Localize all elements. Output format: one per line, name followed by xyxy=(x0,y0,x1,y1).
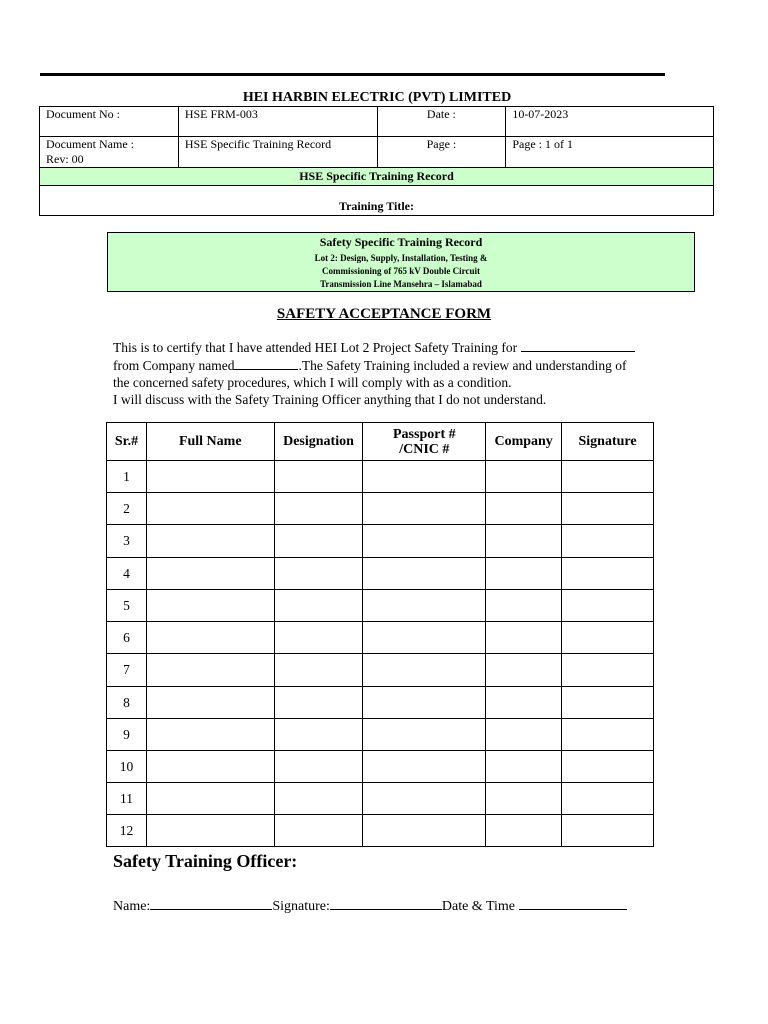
signature-cell[interactable] xyxy=(562,687,654,719)
designation-cell[interactable] xyxy=(274,622,363,654)
passport-cell[interactable] xyxy=(363,493,486,525)
officer-datetime-blank[interactable] xyxy=(519,896,627,910)
signature-cell[interactable] xyxy=(562,719,654,751)
col-header-company: Company xyxy=(486,423,562,461)
full-name-cell[interactable] xyxy=(146,751,274,783)
passport-cell[interactable] xyxy=(363,719,486,751)
signature-cell[interactable] xyxy=(562,815,654,847)
company-cell[interactable] xyxy=(486,687,562,719)
officer-signature-label: Signature: xyxy=(272,899,330,914)
full-name-cell[interactable] xyxy=(146,687,274,719)
signature-cell[interactable] xyxy=(562,590,654,622)
row-number: 12 xyxy=(107,815,147,847)
table-row xyxy=(107,622,654,654)
document-header-table xyxy=(39,106,714,216)
officer-heading: Safety Training Officer: xyxy=(113,851,298,871)
table-row xyxy=(107,815,654,847)
table-row xyxy=(107,461,654,493)
company-blank[interactable] xyxy=(234,356,298,370)
full-name-cell[interactable] xyxy=(146,783,274,815)
training-blank[interactable] xyxy=(521,338,635,352)
signature-cell[interactable] xyxy=(562,751,654,783)
table-row xyxy=(107,719,654,751)
table-row xyxy=(107,525,654,558)
row-number: 7 xyxy=(107,654,147,687)
row-number: 4 xyxy=(107,558,147,590)
passport-cell[interactable] xyxy=(363,558,486,590)
passport-cell[interactable] xyxy=(363,622,486,654)
company-cell[interactable] xyxy=(486,815,562,847)
row-number: 9 xyxy=(107,719,147,751)
col-header-designation: Designation xyxy=(274,423,363,461)
para-line-4: I will discuss with the Safety Training Officer anything that I do not understand. xyxy=(113,392,547,407)
company-cell[interactable] xyxy=(486,590,562,622)
doc-name-label: Document Name : xyxy=(46,137,134,151)
row-number: 8 xyxy=(107,687,147,719)
form-title-wrap xyxy=(0,306,768,323)
table-row xyxy=(107,687,654,719)
table-row xyxy=(107,558,654,590)
row-number: 10 xyxy=(107,751,147,783)
company-cell[interactable] xyxy=(486,493,562,525)
company-cell[interactable] xyxy=(486,783,562,815)
para-line-2b: .The Safety Training included a review and understanding of xyxy=(298,358,627,373)
row-number: 3 xyxy=(107,525,147,558)
project-box xyxy=(107,232,695,292)
project-line-3: Transmission Line Mansehra – Islamabad xyxy=(320,279,482,289)
company-name: HEI HARBIN ELECTRIC (PVT) LIMITED xyxy=(242,90,512,105)
page-value: Page : 1 of 1 xyxy=(506,137,714,168)
col-header-sr: Sr.# xyxy=(107,423,147,461)
doc-no-value: HSE FRM-003 xyxy=(178,107,377,137)
header-rule xyxy=(40,73,665,76)
para-line-1: This is to certify that I have attended HEI Lot 2 Project Safety Training for xyxy=(113,340,518,355)
officer-sign-line xyxy=(113,896,627,915)
passport-cell[interactable] xyxy=(363,654,486,687)
designation-cell[interactable] xyxy=(274,525,363,558)
full-name-cell[interactable] xyxy=(146,590,274,622)
project-line-1: Lot 2: Design, Supply, Installation, Testing & xyxy=(314,253,488,263)
passport-cell[interactable] xyxy=(363,525,486,558)
signature-cell[interactable] xyxy=(562,558,654,590)
table-row xyxy=(107,654,654,687)
rev-label: Rev: 00 xyxy=(46,152,84,166)
passport-cell[interactable] xyxy=(363,783,486,815)
full-name-cell[interactable] xyxy=(146,461,274,493)
training-title-label: Training Title: xyxy=(40,186,714,216)
designation-cell[interactable] xyxy=(274,654,363,687)
full-name-cell[interactable] xyxy=(146,558,274,590)
signature-cell[interactable] xyxy=(562,493,654,525)
designation-cell[interactable] xyxy=(274,687,363,719)
row-number: 5 xyxy=(107,590,147,622)
col-header-passport-line1: Passport # xyxy=(393,426,456,442)
designation-cell[interactable] xyxy=(274,558,363,590)
project-box-title: Safety Specific Training Record xyxy=(319,235,483,249)
passport-cell[interactable] xyxy=(363,687,486,719)
page-label: Page : xyxy=(377,137,506,168)
full-name-cell[interactable] xyxy=(146,525,274,558)
para-line-3: the concerned safety procedures, which I will comply with as a condition. xyxy=(113,375,512,390)
row-number: 11 xyxy=(107,783,147,815)
designation-cell[interactable] xyxy=(274,493,363,525)
company-cell[interactable] xyxy=(486,461,562,493)
col-header-signature: Signature xyxy=(562,423,654,461)
officer-name-blank[interactable] xyxy=(150,896,272,910)
col-header-full-name: Full Name xyxy=(146,423,274,461)
designation-cell[interactable] xyxy=(274,461,363,493)
officer-signature-blank[interactable] xyxy=(330,896,442,910)
passport-cell[interactable] xyxy=(363,590,486,622)
designation-cell[interactable] xyxy=(274,719,363,751)
date-label: Date : xyxy=(377,107,506,137)
row-number: 6 xyxy=(107,622,147,654)
passport-cell[interactable] xyxy=(363,461,486,493)
company-cell[interactable] xyxy=(486,719,562,751)
row-number: 1 xyxy=(107,461,147,493)
certification-paragraph xyxy=(113,338,673,408)
attendance-rows xyxy=(107,461,654,847)
designation-cell[interactable] xyxy=(274,590,363,622)
passport-cell[interactable] xyxy=(363,751,486,783)
attendance-table xyxy=(106,422,654,847)
full-name-cell[interactable] xyxy=(146,815,274,847)
date-value: 10-07-2023 xyxy=(506,107,714,137)
record-title: HSE Specific Training Record xyxy=(40,168,714,186)
signature-cell[interactable] xyxy=(562,525,654,558)
signature-cell[interactable] xyxy=(562,783,654,815)
form-title: SAFETY ACCEPTANCE FORM xyxy=(276,306,492,322)
signature-cell[interactable] xyxy=(562,461,654,493)
full-name-cell[interactable] xyxy=(146,622,274,654)
table-row xyxy=(107,783,654,815)
company-cell[interactable] xyxy=(486,558,562,590)
para-line-2a: from Company named xyxy=(113,358,235,373)
designation-cell[interactable] xyxy=(274,815,363,847)
doc-name-value: HSE Specific Training Record xyxy=(178,137,377,168)
table-row xyxy=(107,590,654,622)
col-header-passport xyxy=(363,423,486,461)
designation-cell[interactable] xyxy=(274,783,363,815)
row-number: 2 xyxy=(107,493,147,525)
passport-cell[interactable] xyxy=(363,815,486,847)
company-cell[interactable] xyxy=(486,751,562,783)
col-header-passport-line2: /CNIC # xyxy=(399,441,450,457)
signature-cell[interactable] xyxy=(562,622,654,654)
full-name-cell[interactable] xyxy=(146,654,274,687)
company-cell[interactable] xyxy=(486,654,562,687)
table-row xyxy=(107,751,654,783)
designation-cell[interactable] xyxy=(274,751,363,783)
table-row xyxy=(107,493,654,525)
officer-datetime-label: Date & Time xyxy=(441,899,515,914)
doc-no-label: Document No : xyxy=(40,107,179,137)
full-name-cell[interactable] xyxy=(146,719,274,751)
signature-cell[interactable] xyxy=(562,654,654,687)
project-line-2: Commissioning of 765 kV Double Circuit xyxy=(322,266,480,276)
company-cell[interactable] xyxy=(486,622,562,654)
doc-name-cell xyxy=(40,137,179,168)
officer-name-label: Name: xyxy=(113,899,151,914)
full-name-cell[interactable] xyxy=(146,493,274,525)
company-cell[interactable] xyxy=(486,525,562,558)
